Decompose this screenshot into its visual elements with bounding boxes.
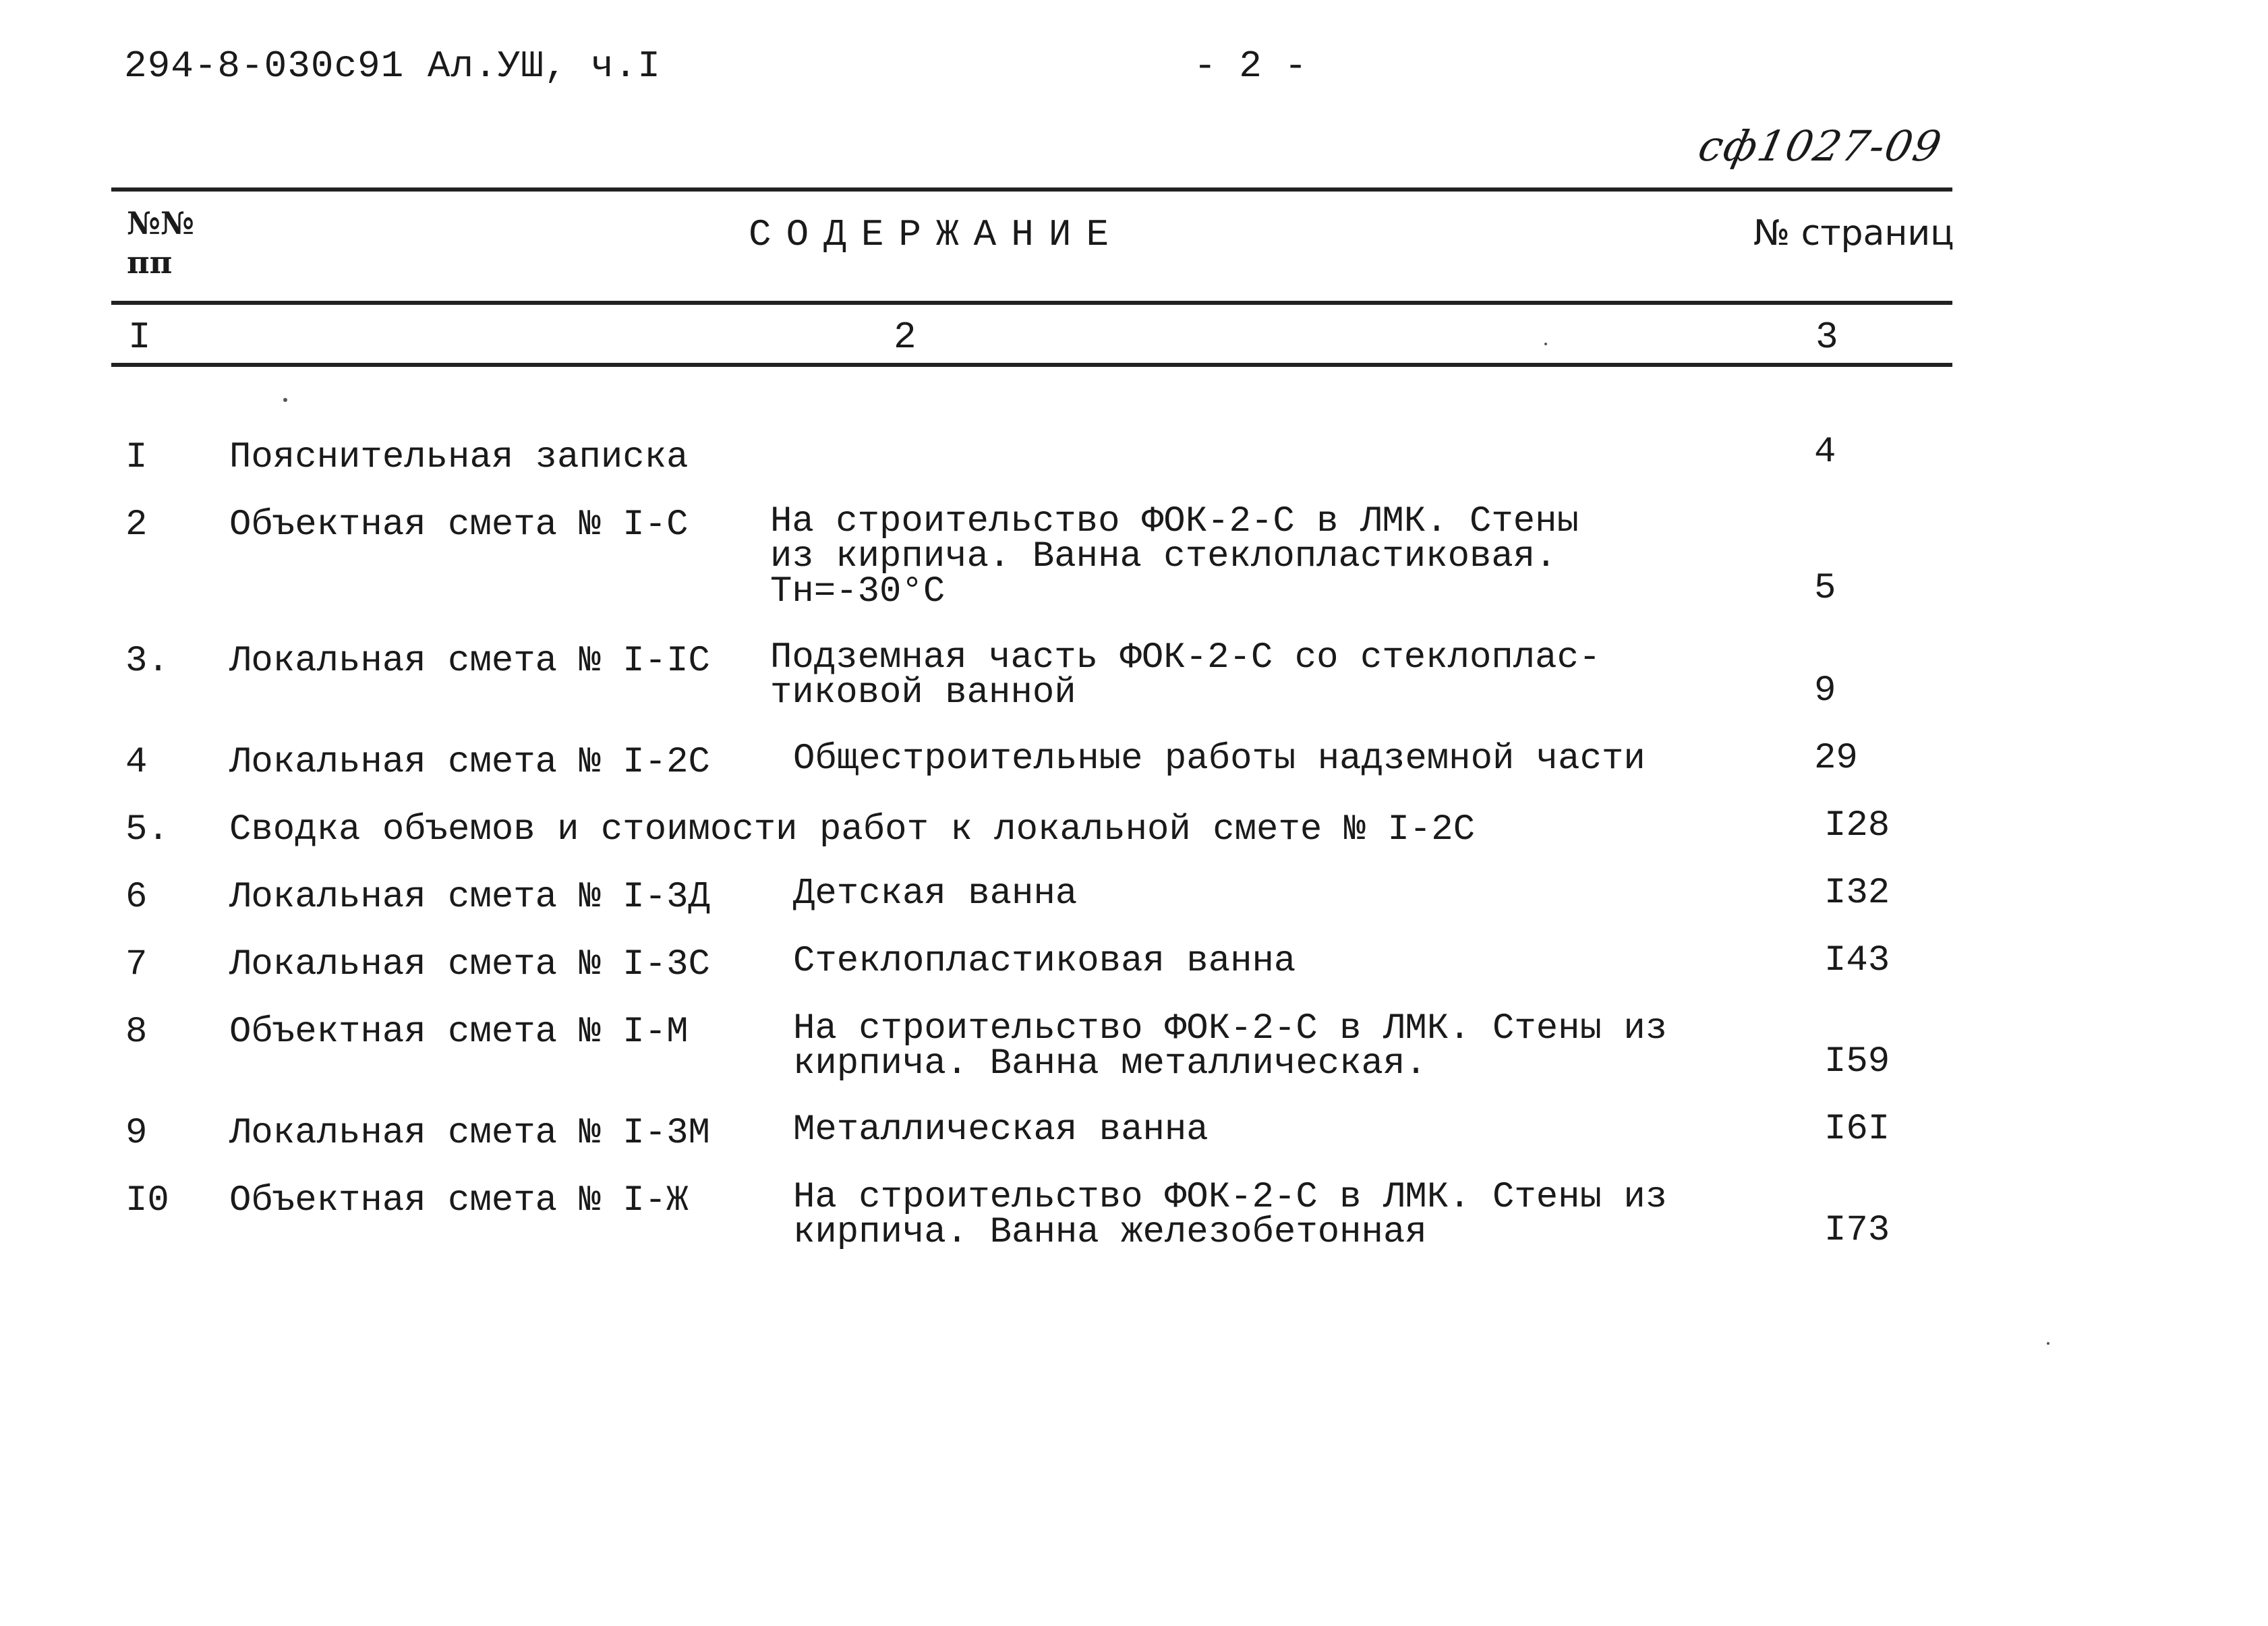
row-description [770,501,1579,612]
row-page: 5 [1814,568,1836,609]
row-description-line: кирпича. Ванна металлическая. [793,1043,1427,1084]
row-description [793,941,1296,982]
row-name: Локальная смета № I-IС [229,641,710,682]
row-number: 5. [125,809,169,850]
row-page: I6I [1824,1109,1890,1150]
document-code: 294-8-030с91 Ал.УШ, ч.I [124,45,661,88]
row-number: I0 [125,1180,169,1221]
page-number: - 2 - [1194,45,1308,88]
row-page: I43 [1824,940,1890,981]
row-name: Локальная смета № I-3М [229,1113,710,1154]
row-description-line: На строительство ФОК-2-С в ЛМК. Стены [770,501,1579,542]
row-number: I [125,437,148,478]
row-name: Объектная смета № I-С [229,504,689,546]
row-name: Объектная смета № I-Ж [229,1180,689,1221]
row-number: 6 [125,877,148,918]
row-description [793,1109,1209,1151]
row-page: I59 [1824,1041,1890,1082]
row-description-line: На строительство ФОК-2-С в ЛМК. Стены из [793,1008,1668,1049]
row-description [793,873,1078,914]
row-page: I28 [1824,805,1890,846]
row-description-line: тиковой ванной [770,672,1076,714]
scan-speck [283,398,287,402]
column-number-2: 2 [894,316,917,359]
row-name: Пояснительная записка [229,437,689,478]
row-description [770,637,1601,714]
column-number-1: I [128,316,151,359]
row-description-line: Тн=-30°С [770,571,946,612]
row-description-line: Общестроительные работы надземной части [793,738,1646,780]
header-number-line1: №№ [127,205,194,241]
row-number: 3. [125,641,169,682]
row-description-line: Металлическая ванна [793,1109,1209,1151]
row-page: 29 [1814,738,1858,779]
row-description [793,1008,1668,1084]
row-description [793,1177,1668,1253]
row-name: Сводка объемов и стоимости работ к локальной смете № I-2С [229,809,1476,850]
row-page: 9 [1814,670,1836,712]
row-description-line: кирпича. Ванна железобетонная [793,1212,1427,1253]
row-number: 7 [125,944,148,985]
row-description-line: Стеклопластиковая ванна [793,941,1296,982]
scan-speck [1544,343,1547,345]
header-number-line2: пп [127,244,173,281]
row-number: 9 [125,1113,148,1154]
top-rule [111,187,1952,192]
column-number-3: 3 [1815,316,1838,359]
row-name: Локальная смета № I-3Д [229,877,710,918]
row-page: 4 [1814,432,1836,473]
row-number: 8 [125,1012,148,1053]
row-page: I73 [1824,1210,1890,1251]
row-name: Локальная смета № I-2С [229,742,710,783]
header-number-column [127,204,194,282]
row-description-line: На строительство ФОК-2-С в ЛМК. Стены из [793,1177,1668,1218]
row-name: Объектная смета № I-М [229,1012,689,1053]
row-description-line: Детская ванна [793,873,1078,914]
row-number: 4 [125,742,148,783]
row-description-line: из кирпича. Ванна стеклопластиковая. [770,536,1557,577]
row-number: 2 [125,504,148,546]
handwritten-note: сф1027-09 [1694,121,1947,171]
column-numbers-rule [111,363,1952,367]
row-description [793,738,1646,780]
row-name: Локальная смета № I-3С [229,944,710,985]
row-page: I32 [1824,873,1890,914]
header-content-title: СОДЕРЖАНИЕ [749,213,1124,256]
header-rule [111,301,1952,305]
header-pages-column: № страниц [1753,213,1954,254]
row-description-line: Подземная часть ФОК-2-С со стеклоплас- [770,637,1601,678]
scan-speck [2047,1342,2049,1345]
